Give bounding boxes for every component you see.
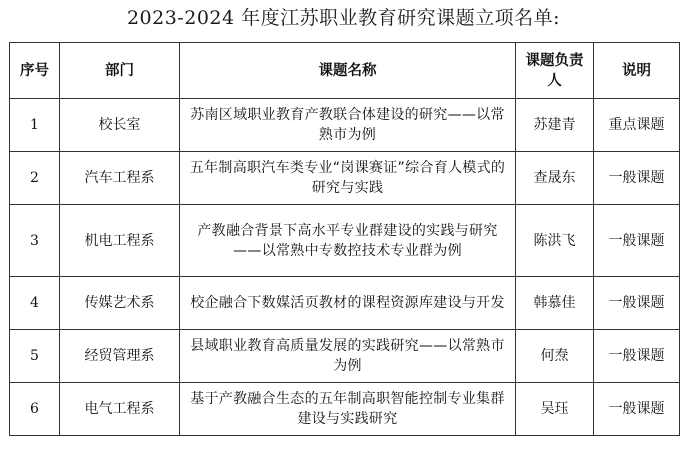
row-note: 一般课题 (594, 277, 680, 330)
row-note: 一般课题 (594, 330, 680, 383)
row-index: 2 (10, 152, 60, 205)
row-note: 一般课题 (594, 383, 680, 436)
table-row (10, 205, 680, 277)
document-title: 2023-2024 年度江苏职业教育研究课题立项名单: (126, 7, 561, 29)
row-owner: 陈洪飞 (516, 205, 594, 277)
row-index: 5 (10, 330, 60, 383)
table-row (10, 277, 680, 330)
row-note: 一般课题 (594, 205, 680, 277)
row-topic: 县域职业教育高质量发展的实践研究——以常熟市为例 (180, 330, 516, 383)
row-index: 6 (10, 383, 60, 436)
header-index: 序号 (10, 43, 60, 99)
row-owner: 苏建青 (516, 99, 594, 152)
row-owner: 何焘 (516, 330, 594, 383)
row-index: 3 (10, 205, 60, 277)
row-topic: 基于产教融合生态的五年制高职智能控制专业集群建设与实践研究 (180, 383, 516, 436)
row-owner: 韩慕佳 (516, 277, 594, 330)
row-owner: 吴珏 (516, 383, 594, 436)
row-note: 一般课题 (594, 152, 680, 205)
row-department: 机电工程系 (60, 205, 180, 277)
row-department: 校长室 (60, 99, 180, 152)
header-department: 部门 (60, 43, 180, 99)
row-department: 传媒艺术系 (60, 277, 180, 330)
row-topic: 校企融合下数媒活页教材的课程资源库建设与开发 (180, 277, 516, 330)
row-department: 汽车工程系 (60, 152, 180, 205)
row-topic: 苏南区域职业教育产教联合体建设的研究——以常熟市为例 (180, 99, 516, 152)
table-row (10, 383, 680, 436)
header-note: 说明 (594, 43, 680, 99)
row-department: 电气工程系 (60, 383, 180, 436)
row-index: 4 (10, 277, 60, 330)
row-owner: 查晟东 (516, 152, 594, 205)
row-department: 经贸管理系 (60, 330, 180, 383)
row-index: 1 (10, 99, 60, 152)
row-topic: 五年制高职汽车类专业“岗课赛证”综合育人模式的研究与实践 (180, 152, 516, 205)
row-note: 重点课题 (594, 99, 680, 152)
table-row (10, 330, 680, 383)
header-owner: 课题负责人 (516, 43, 594, 99)
table-row (10, 152, 680, 205)
table-row (10, 99, 680, 152)
row-topic: 产教融合背景下高水平专业群建设的实践与研究——以常熟中专数控技术专业群为例 (180, 205, 516, 277)
project-list-table (9, 42, 680, 436)
table-header-row (10, 43, 680, 99)
header-topic: 课题名称 (180, 43, 516, 99)
